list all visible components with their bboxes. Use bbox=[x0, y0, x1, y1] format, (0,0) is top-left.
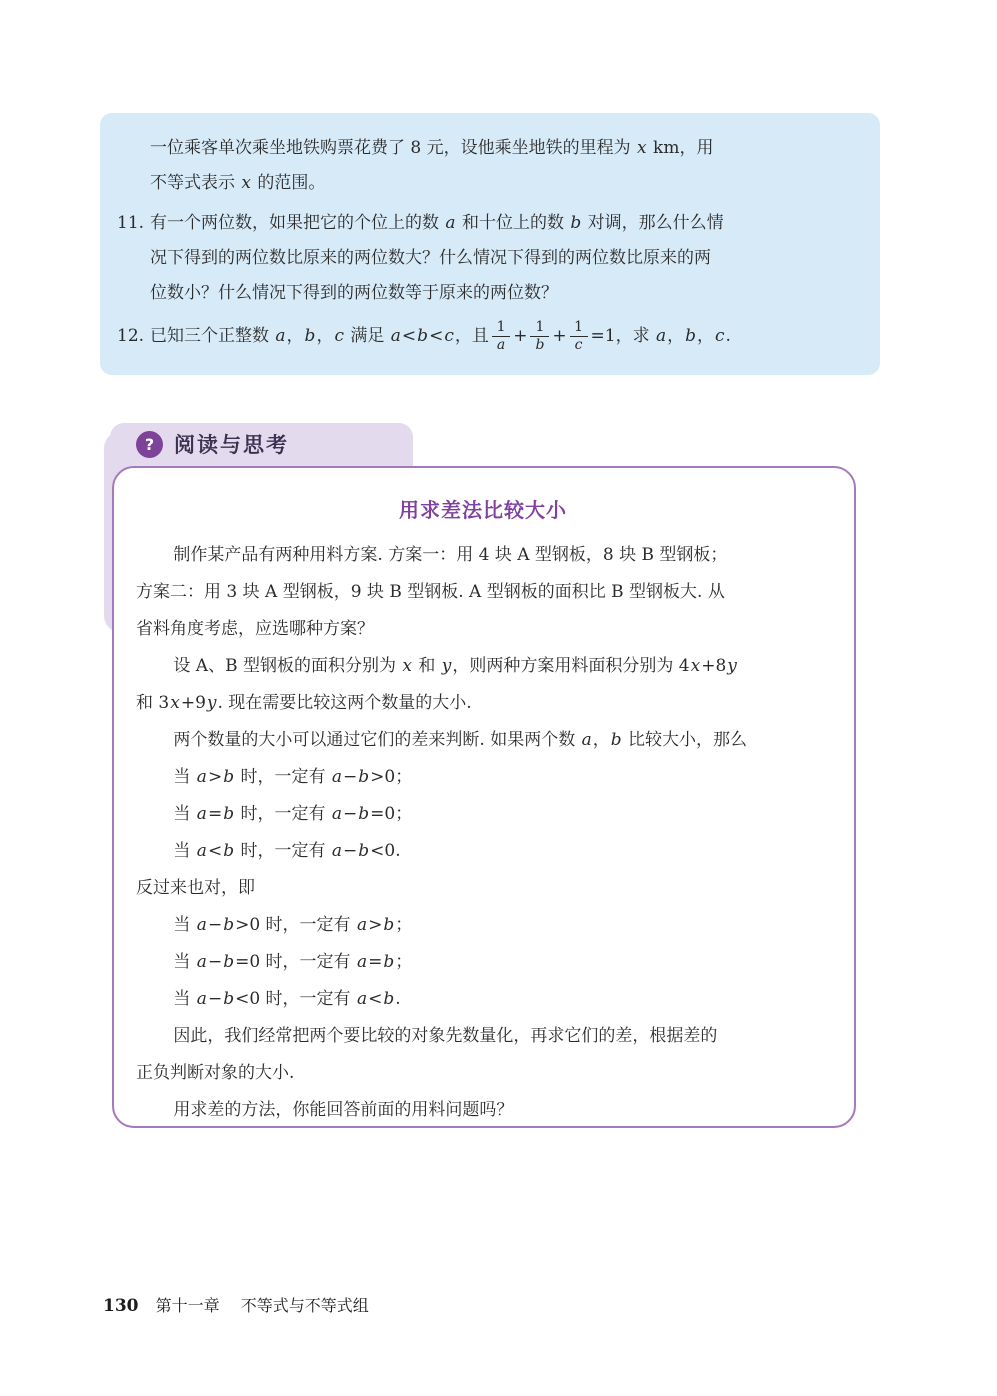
text-run: 和十位上的数 bbox=[456, 213, 570, 233]
text-run: 当 bbox=[173, 952, 196, 972]
reading-title: 用求差法比较大小 bbox=[399, 498, 567, 522]
math-variable: b bbox=[358, 767, 370, 787]
text-run: 时，一定有 bbox=[235, 841, 331, 861]
text-run: 一位乘客单次乘坐地铁购票花费了 8 元，设他乘坐地铁的里程为 bbox=[150, 138, 637, 158]
text-run: = bbox=[368, 952, 383, 972]
question-mark-icon: ? bbox=[136, 431, 163, 458]
text-run: 反过来也对，即 bbox=[136, 878, 255, 898]
text-run: . 现在需要比较这两个数量的大小. bbox=[217, 693, 472, 713]
text-run: =0； bbox=[370, 804, 413, 824]
page-number: 130 bbox=[103, 1296, 139, 1316]
text-run: > bbox=[368, 915, 383, 935]
text-run: <0 时，一定有 bbox=[235, 989, 356, 1009]
text-run: 对调，那么什么情 bbox=[582, 213, 724, 233]
reading-lines bbox=[136, 537, 830, 1128]
math-variable: c bbox=[715, 326, 725, 346]
text-line bbox=[117, 206, 862, 241]
text-run: >0； bbox=[370, 767, 413, 787]
text-run: 正负判断对象的大小. bbox=[136, 1063, 295, 1083]
math-variable: b bbox=[417, 326, 429, 346]
math-variable: b bbox=[570, 213, 582, 233]
math-variable: b bbox=[610, 730, 622, 750]
text-line bbox=[136, 833, 830, 870]
text-run: − bbox=[343, 841, 358, 861]
text-run: 时，一定有 bbox=[235, 767, 331, 787]
math-variable: x bbox=[637, 138, 647, 158]
text-run: > bbox=[207, 767, 223, 787]
text-run: − bbox=[207, 952, 223, 972]
math-variable: a bbox=[196, 841, 207, 861]
text-run: ， bbox=[667, 326, 685, 346]
text-run: 当 bbox=[173, 915, 196, 935]
text-run: 已知三个正整数 bbox=[150, 326, 275, 346]
reading-panel bbox=[112, 466, 856, 1128]
text-run: − bbox=[207, 915, 223, 935]
text-run: km，用 bbox=[647, 138, 714, 158]
math-variable: a bbox=[390, 326, 401, 346]
text-run: 位数小？什么情况下得到的两位数等于原来的两位数？ bbox=[150, 283, 558, 303]
math-variable: b bbox=[223, 915, 235, 935]
text-run: 当 bbox=[173, 841, 196, 861]
text-run: 比较大小，那么 bbox=[622, 730, 748, 750]
math-variable: b bbox=[535, 337, 545, 353]
math-variable: a bbox=[196, 804, 207, 824]
text-run: 不等式表示 bbox=[150, 173, 241, 193]
math-variable: c bbox=[334, 326, 344, 346]
text-line bbox=[136, 1018, 830, 1055]
text-run: < bbox=[368, 989, 383, 1009]
text-line bbox=[150, 166, 862, 201]
text-run: ，且 bbox=[454, 326, 489, 346]
text-run: <0. bbox=[370, 841, 401, 861]
text-line bbox=[136, 1092, 830, 1128]
text-run: ； bbox=[395, 952, 413, 972]
math-variable: a bbox=[356, 915, 368, 935]
fraction-numerator: 1 bbox=[574, 319, 584, 335]
math-variable: a bbox=[275, 326, 286, 346]
math-variable: x bbox=[170, 693, 180, 713]
fraction bbox=[530, 319, 549, 354]
text-run: 设 A、B 型钢板的面积分别为 bbox=[173, 656, 402, 676]
text-run: 方案二：用 3 块 A 型钢板，9 块 B 型钢板. A 型钢板的面积比 B 型钢板大. 从 bbox=[136, 582, 725, 602]
text-run: ， bbox=[286, 326, 304, 346]
text-run: = bbox=[207, 804, 223, 824]
math-variable: a bbox=[331, 767, 343, 787]
text-line bbox=[150, 276, 862, 311]
math-variable: b bbox=[685, 326, 697, 346]
math-variable: a bbox=[196, 915, 207, 935]
math-variable: b bbox=[223, 989, 235, 1009]
text-run: 两个数量的大小可以通过它们的差来判断. 如果两个数 bbox=[173, 730, 581, 750]
text-line bbox=[150, 131, 862, 166]
math-variable: b bbox=[304, 326, 316, 346]
text-run: . bbox=[725, 326, 731, 346]
math-variable: a bbox=[655, 326, 667, 346]
text-line bbox=[136, 759, 830, 796]
text-run: ， bbox=[697, 326, 715, 346]
text-line bbox=[136, 574, 830, 611]
fraction-denominator bbox=[530, 336, 549, 354]
fraction-denominator bbox=[492, 336, 510, 354]
text-line bbox=[136, 685, 830, 722]
math-variable: a bbox=[356, 989, 368, 1009]
text-run: 况下得到的两位数比原来的两位数大？什么情况下得到的两位数比原来的两 bbox=[150, 248, 711, 268]
math-variable: y bbox=[727, 656, 737, 676]
math-variable: b bbox=[358, 804, 370, 824]
text-run: 制作某产品有两种用料方案. 方案一：用 4 块 A 型钢板，8 块 B 型钢板； bbox=[173, 545, 728, 565]
text-run: =0 时，一定有 bbox=[235, 952, 356, 972]
text-run: 有一个两位数，如果把它的个位上的数 bbox=[150, 213, 445, 233]
text-line bbox=[136, 722, 830, 759]
text-line bbox=[136, 537, 830, 574]
chapter-label: 第十一章 bbox=[155, 1296, 220, 1315]
text-line bbox=[136, 648, 830, 685]
math-variable: a bbox=[445, 213, 456, 233]
math-variable: x bbox=[241, 173, 251, 193]
text-run: 因此，我们经常把两个要比较的对象先数量化，再求它们的差，根据差的 bbox=[173, 1026, 718, 1046]
fraction bbox=[570, 319, 588, 354]
text-run: 省料角度考虑，应选哪种方案？ bbox=[136, 619, 374, 639]
text-run: 用求差的方法，你能回答前面的用料问题吗？ bbox=[173, 1100, 514, 1120]
text-run: < bbox=[207, 841, 223, 861]
text-line bbox=[136, 944, 830, 981]
text-line bbox=[136, 907, 830, 944]
text-run: − bbox=[343, 804, 358, 824]
math-variable: b bbox=[383, 915, 395, 935]
math-variable: a bbox=[581, 730, 592, 750]
math-variable: x bbox=[402, 656, 412, 676]
reading-tab-label: 阅读与思考 bbox=[174, 433, 289, 457]
fraction-numerator: 1 bbox=[496, 319, 506, 335]
page-footer bbox=[103, 1293, 369, 1316]
text-run: =1，求 bbox=[590, 326, 655, 346]
text-line bbox=[136, 870, 830, 907]
text-run: 时，一定有 bbox=[235, 804, 331, 824]
math-variable: a bbox=[196, 952, 207, 972]
problem-number: 11. bbox=[117, 213, 145, 233]
math-variable: b bbox=[223, 767, 235, 787]
text-run: < bbox=[429, 326, 444, 346]
text-run: ， bbox=[592, 730, 610, 750]
text-run: +9 bbox=[180, 693, 206, 713]
text-line bbox=[150, 241, 862, 276]
text-line bbox=[136, 796, 830, 833]
math-variable: b bbox=[358, 841, 370, 861]
text-run: 和 bbox=[412, 656, 441, 676]
exercises-panel bbox=[100, 113, 880, 375]
math-variable: c bbox=[444, 326, 454, 346]
math-variable: b bbox=[383, 989, 395, 1009]
text-line bbox=[136, 611, 830, 648]
math-variable: x bbox=[690, 656, 701, 676]
math-variable: b bbox=[223, 952, 235, 972]
text-run: < bbox=[401, 326, 417, 346]
text-run: +8 bbox=[701, 656, 727, 676]
text-run: 当 bbox=[173, 804, 196, 824]
fraction-denominator bbox=[570, 336, 588, 354]
text-run: ，则两种方案用料面积分别为 4 bbox=[452, 656, 690, 676]
math-variable: c bbox=[574, 337, 583, 353]
math-variable: a bbox=[196, 767, 207, 787]
text-line bbox=[136, 1055, 830, 1092]
text-run: >0 时，一定有 bbox=[235, 915, 356, 935]
math-variable: a bbox=[356, 952, 368, 972]
text-run: 当 bbox=[173, 989, 196, 1009]
text-run: 和 3 bbox=[136, 693, 170, 713]
text-run: + bbox=[552, 326, 567, 346]
text-run: . bbox=[395, 989, 401, 1009]
exercises-lines bbox=[117, 131, 862, 354]
text-run: 满足 bbox=[344, 326, 390, 346]
math-variable: a bbox=[331, 804, 343, 824]
math-variable: a bbox=[196, 989, 207, 1009]
problem-number: 12. bbox=[117, 326, 145, 346]
text-run: − bbox=[343, 767, 358, 787]
math-variable: a bbox=[331, 841, 343, 861]
section-label: 不等式与不等式组 bbox=[240, 1296, 369, 1315]
text-line bbox=[117, 319, 862, 354]
math-variable: y bbox=[441, 656, 452, 676]
text-run: 当 bbox=[173, 767, 196, 787]
math-variable: y bbox=[206, 693, 217, 713]
fraction-numerator: 1 bbox=[535, 319, 545, 335]
math-variable: b bbox=[383, 952, 395, 972]
math-variable: b bbox=[223, 841, 235, 861]
text-run: − bbox=[207, 989, 223, 1009]
text-run: + bbox=[513, 326, 528, 346]
text-run: ； bbox=[395, 915, 413, 935]
text-run: 的范围。 bbox=[252, 173, 326, 193]
math-variable: b bbox=[223, 804, 235, 824]
text-line bbox=[136, 981, 830, 1018]
text-run: ， bbox=[316, 326, 334, 346]
math-variable: a bbox=[496, 337, 506, 353]
fraction bbox=[492, 319, 510, 354]
